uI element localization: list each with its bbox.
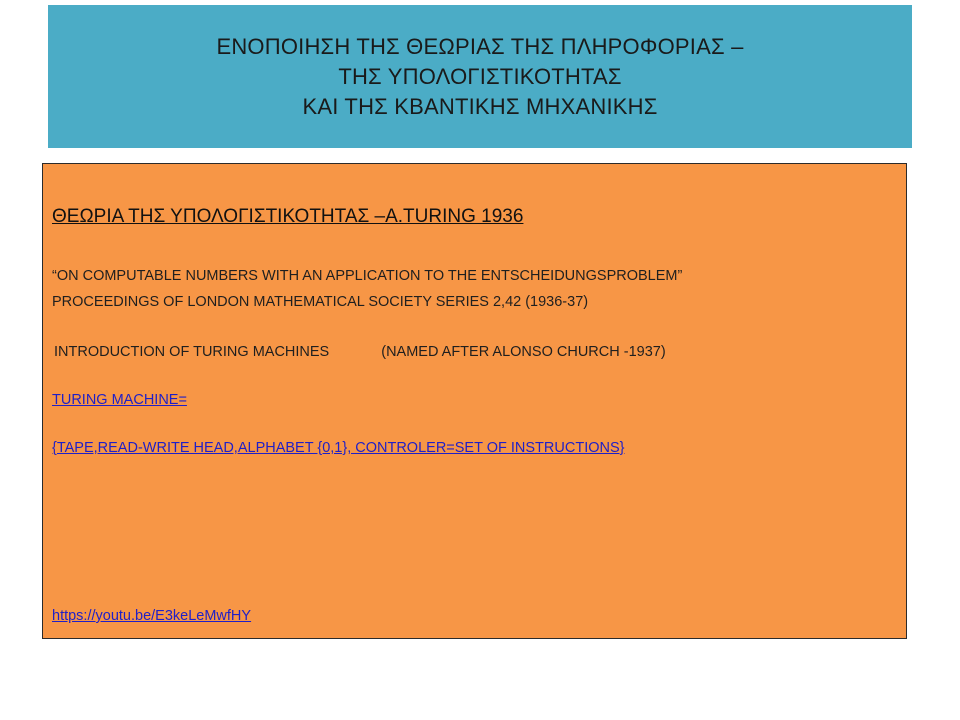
section-heading: ΘΕΩΡΙΑ ΤΗΣ ΥΠΟΛΟΓΙΣΤΙΚΟΤΗΤΑΣ –A.TURING 1936 xyxy=(52,206,524,227)
title-line-2: ΤΗΣ ΥΠΟΛΟΓΙΣΤΙΚΟΤΗΤΑΣ xyxy=(338,63,622,89)
paper-citation: PROCEEDINGS OF LONDON MATHEMATICAL SOCIETY SERIES 2,42 (1936-37) xyxy=(52,294,589,310)
title-line-1: ΕΝΟΠΟΙΗΣΗ ΤΗΣ ΘΕΩΡΙΑΣ ΤΗΣ ΠΛΗΡΟΦΟΡΙΑΣ – xyxy=(216,33,744,59)
youtube-link[interactable]: https://youtu.be/E3keLeMwfHY xyxy=(52,608,252,624)
intro-note: (NAMED AFTER ALONSO CHURCH -1937) xyxy=(381,344,666,360)
turing-machine-link[interactable]: TURING MACHINE= xyxy=(52,392,187,408)
turing-machine-definition-link[interactable]: {TAPE,READ-WRITE HEAD,ALPHABET {0,1}, CONTROLER=SET OF INSTRUCTIONS} xyxy=(52,440,625,456)
intro-text: INTRODUCTION OF TURING MACHINES xyxy=(54,344,330,360)
intro-line xyxy=(54,344,666,360)
paper-title: “ON COMPUTABLE NUMBERS WITH AN APPLICATION TO THE ENTSCHEIDUNGSPROBLEM” xyxy=(52,268,683,284)
title-line-3: ΚΑΙ ΤΗΣ ΚΒΑΝΤΙΚΗΣ ΜΗΧΑΝΙΚΗΣ xyxy=(302,93,658,119)
content-box xyxy=(42,163,907,639)
title-banner xyxy=(48,5,912,148)
